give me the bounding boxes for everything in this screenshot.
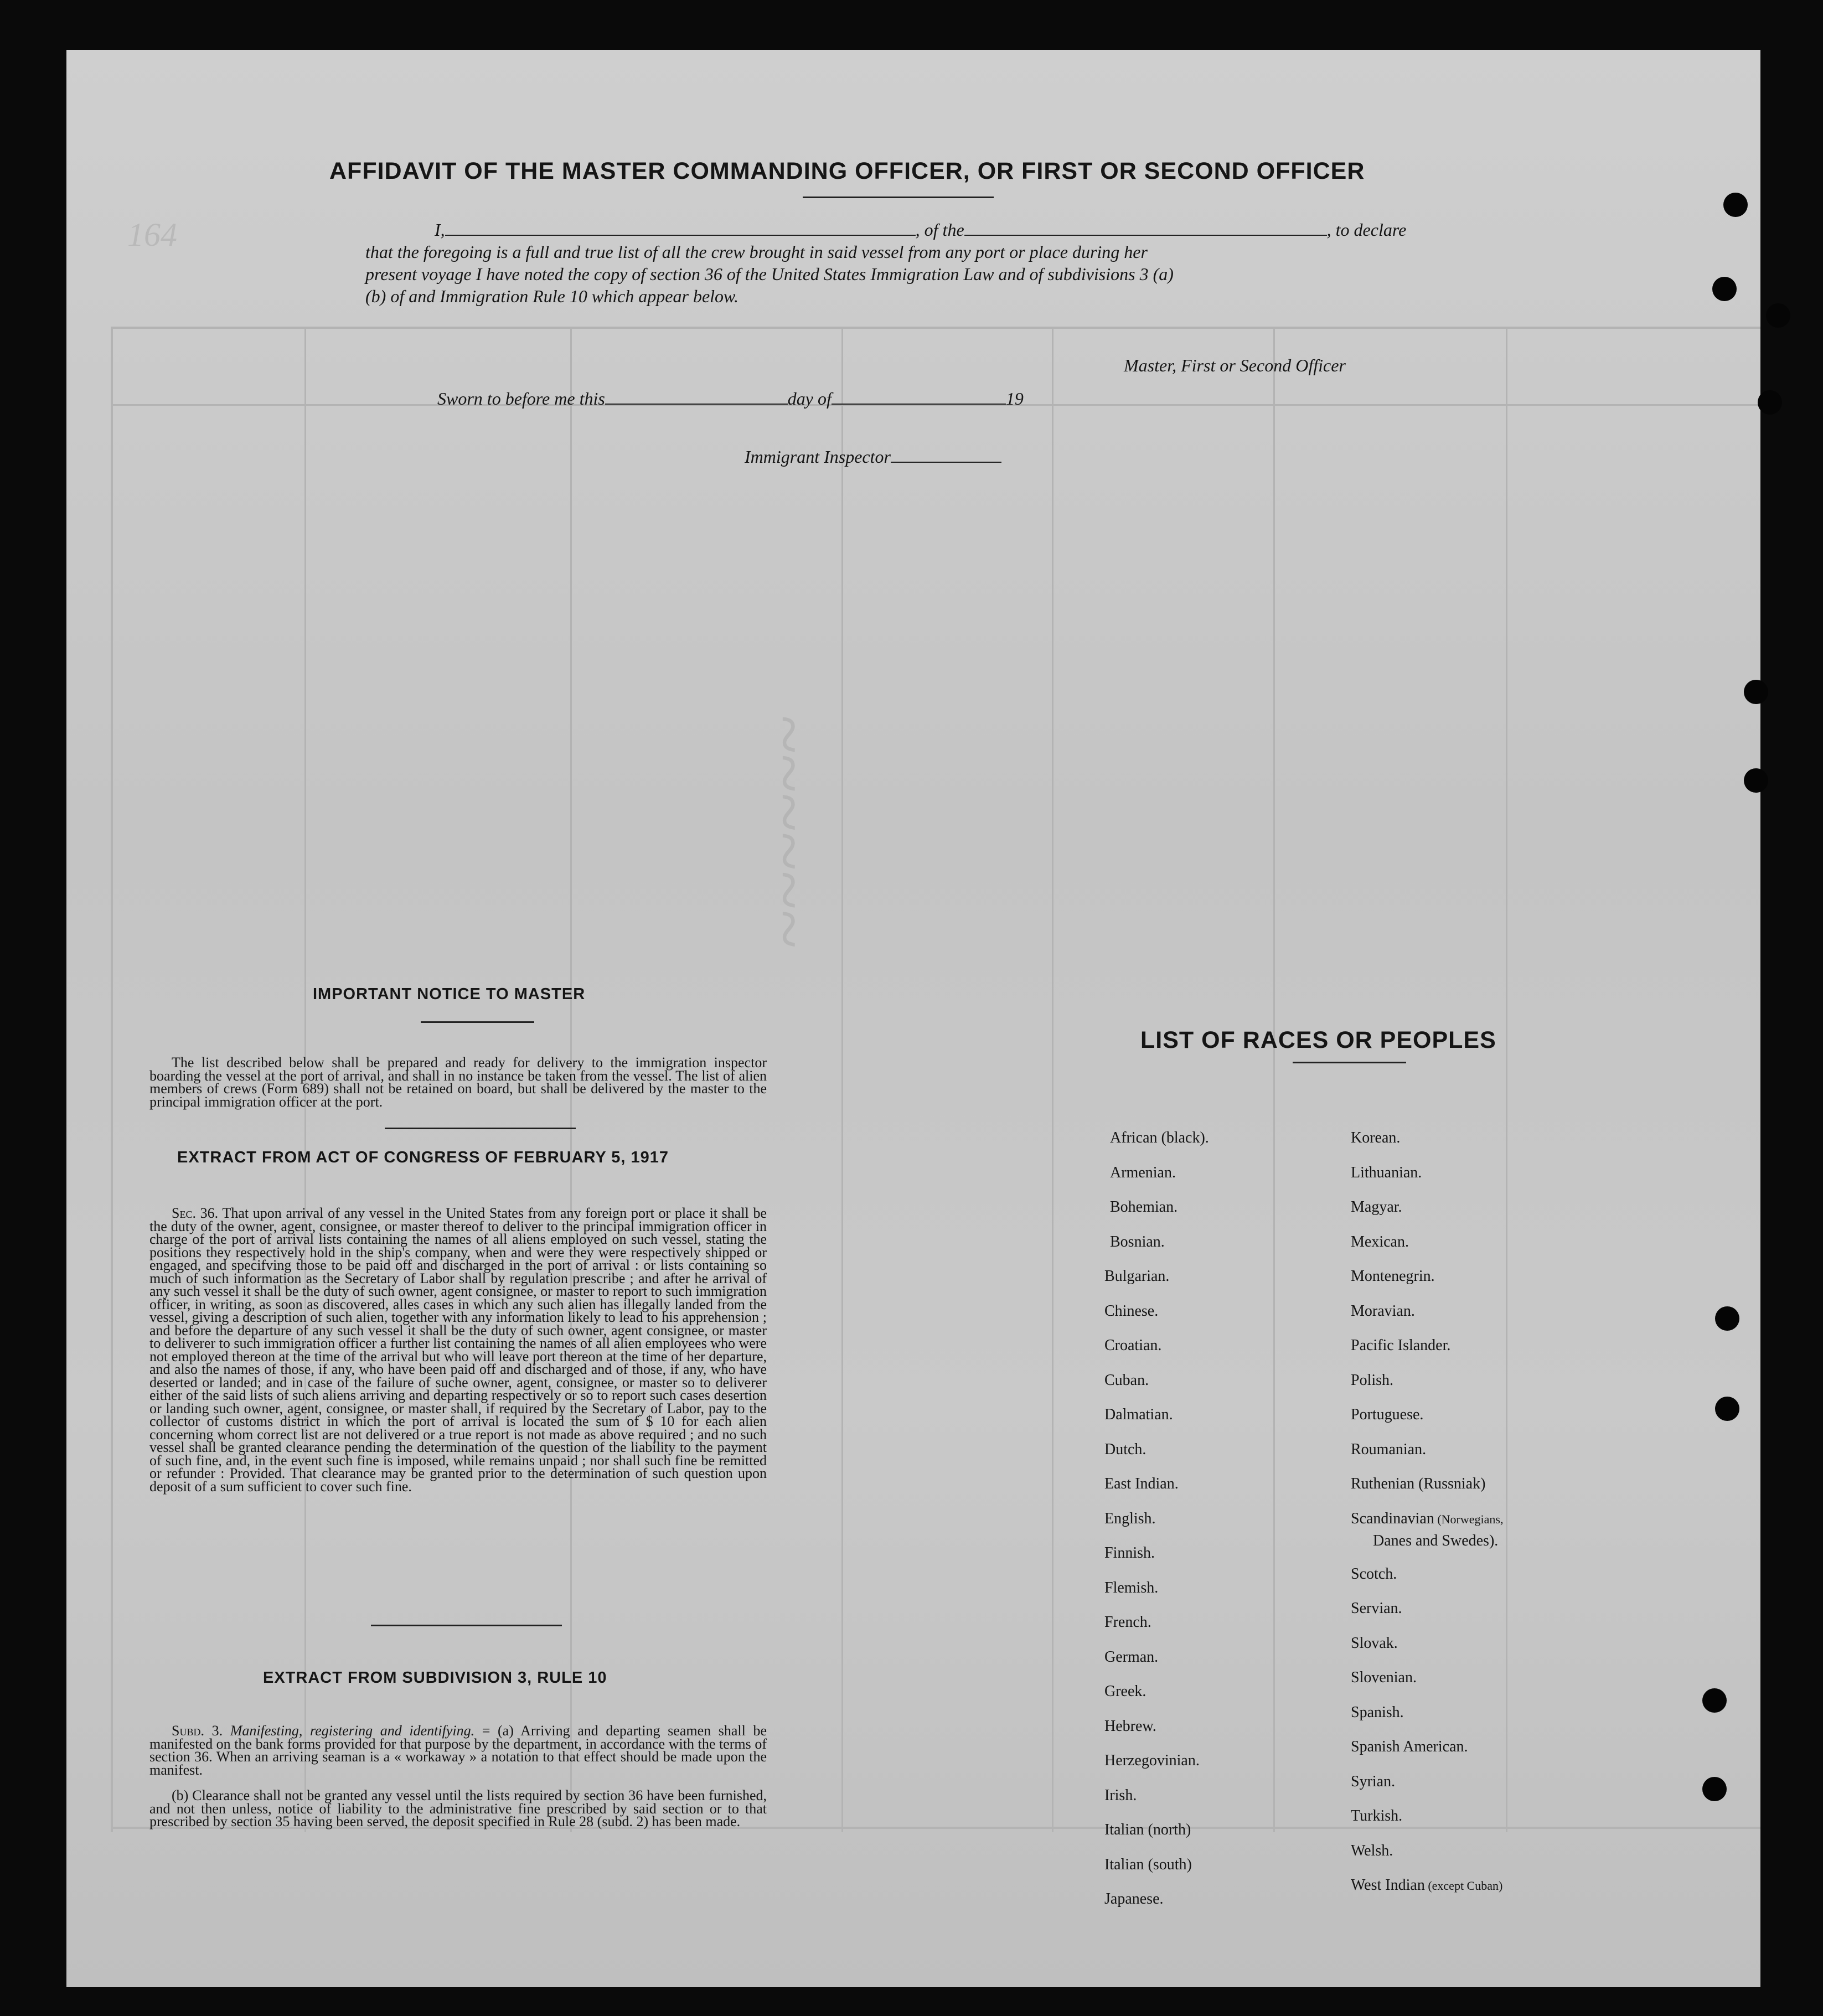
day-of-label: day of — [787, 389, 832, 409]
punch-hole — [1723, 193, 1748, 217]
race-item: Italian (north) — [1104, 1821, 1191, 1838]
race-item: Mexican. — [1351, 1233, 1409, 1250]
race-item: Armenian. — [1110, 1164, 1176, 1181]
document-page — [66, 50, 1760, 1987]
race-item: Spanish. — [1351, 1703, 1404, 1721]
race-item: Moravian. — [1351, 1302, 1415, 1320]
race-item: French. — [1104, 1614, 1151, 1631]
punch-hole — [1702, 1777, 1727, 1801]
race-item: Cuban. — [1104, 1371, 1149, 1389]
race-item: Magyar. — [1351, 1198, 1402, 1216]
race-item: Bohemian. — [1110, 1198, 1178, 1216]
punch-hole — [1715, 1306, 1739, 1331]
race-item: Welsh. — [1351, 1842, 1393, 1859]
inspector-blank[interactable] — [891, 446, 1001, 463]
races-title: LIST OF RACES OR PEOPLES — [1140, 1027, 1496, 1053]
race-item: Japanese. — [1104, 1890, 1164, 1908]
punch-hole — [1702, 1688, 1727, 1713]
bleed-through-handwriting: ~~~~~~ — [749, 714, 829, 948]
race-item: Hebrew. — [1104, 1717, 1156, 1735]
inspector-label: Immigrant Inspector — [745, 447, 891, 467]
sworn-label: Sworn to before me this — [437, 389, 605, 409]
sworn-day-blank[interactable] — [605, 388, 788, 405]
affidavit-line-1 — [435, 219, 1406, 241]
race-item: Spanish American. — [1351, 1738, 1468, 1755]
race-item: Bulgarian. — [1104, 1268, 1170, 1285]
act-extract-title: EXTRACT FROM ACT OF CONGRESS OF FEBRUARY 5, 1917 — [177, 1149, 669, 1166]
subd-label: Subd. 3. — [172, 1723, 223, 1739]
race-item: Slovak. — [1351, 1634, 1398, 1652]
notice-title: IMPORTANT NOTICE TO MASTER — [313, 985, 586, 1003]
name-blank[interactable] — [445, 219, 916, 236]
race-note: (Norwegians, — [1434, 1512, 1504, 1526]
vessel-blank[interactable] — [964, 219, 1327, 236]
affidavit-i-label: I, — [435, 220, 445, 240]
inspector-line — [745, 446, 1001, 468]
affidavit-line-3: present voyage I have noted the copy of section 36 of the United States Immigration Law and of subdivisions 3 (a) — [365, 264, 1174, 284]
race-item: Lithuanian. — [1351, 1164, 1422, 1181]
rule-part-b: (b) Clearance shall not be granted any vessel until the lists required by section 36 have been furnished, and not then unless, notice of liability to the administrative fine prescribed by said section or to that prescribed by section 35 having been served, the deposit specified in Rule 28 (subd. 2) has been made. — [149, 1787, 767, 1829]
affidavit-line-2: that the foregoing is a full and true list of all the crew brought in said vessel from any port or place during her — [365, 242, 1148, 262]
section-label: Sec. 36. — [172, 1205, 219, 1221]
punch-hole — [1758, 390, 1782, 415]
punch-hole — [1712, 277, 1737, 301]
rule-extract-title: EXTRACT FROM SUBDIVISION 3, RULE 10 — [263, 1669, 607, 1687]
race-item: Herzegovinian. — [1104, 1752, 1200, 1769]
race-item: Irish. — [1104, 1786, 1137, 1804]
divider — [385, 1128, 576, 1129]
month-blank[interactable] — [832, 388, 1006, 405]
year-prefix: 19 — [1005, 389, 1024, 409]
punch-hole — [1744, 680, 1768, 704]
race-item: Roumanian. — [1351, 1440, 1427, 1458]
affidavit-line-4: (b) of and Immigration Rule 10 which appear below. — [365, 286, 739, 306]
race-item: Croatian. — [1104, 1337, 1162, 1354]
race-item: Turkish. — [1351, 1807, 1403, 1824]
divider — [421, 1021, 534, 1023]
of-the-label: , of the — [915, 220, 964, 240]
race-item: Dutch. — [1104, 1440, 1147, 1458]
race-note: Danes and Swedes). — [1373, 1532, 1499, 1549]
punch-hole — [1766, 303, 1790, 328]
subd-heading: Manifesting, registering and identifying. — [230, 1723, 475, 1739]
affidavit-title: AFFIDAVIT OF THE MASTER COMMANDING OFFICER, OR FIRST OR SECOND OFFICER — [329, 158, 1365, 184]
race-note: (except Cuban) — [1424, 1879, 1503, 1893]
race-item: Dalmatian. — [1104, 1406, 1173, 1423]
punch-hole — [1744, 768, 1768, 793]
race-item: Chinese. — [1104, 1302, 1159, 1320]
stamp-number: 164 — [127, 216, 177, 253]
sworn-line — [437, 387, 1024, 410]
act-extract-text — [149, 1207, 767, 1493]
to-declare-label: , to declare — [1326, 220, 1407, 240]
race-item: Bosnian. — [1110, 1233, 1165, 1250]
section-36-text: That upon arrival of any vessel in the United States from any foreign port or place it shall be the duty of the owner, agent, consignee, or master thereof to deliver to the principal immigration officer in charge of the port of arrival lists containing the names of all aliens employed on such vessel, stating the positions they respectively hold in the ship's company, when and were they were respectively shipped or engaged, and specifving those to be paid off and discharged in the port of arrival : or lists containing so much of such information as the Secretary of Labor shall by regulation prescribe ; and after he arrival of any such vessel it shall be the duty of such owner, agent consignee, or master to report to such immigration officer, in writing, as soon as discovered, alles cases in which any such alien has illegally landed from the vessel, giving a description of such alien, together with any information likely to lead to his apprehension ; and before the departure of any such vessel it shall be the duty of such owner, agent consignee, or master to deliverer to such immigration officer a further list containing the names of all alien employees who were not employed thereon at the time of the arrival but who will leave port thereon at the time of her departure, and also the names of those, if any, who have been paid off and discharged and of those, if any, who have deserted or landed; and in case of the failure of suche owner, agent, consignee, or master so to deliverer either of the said lists of such aliens arriving and departing respectively or so to report such cases desertion or landing such owner, agent, consignee, or master shall, if required by the Secretary of Labor, pay to the collector of customs district in which the port of arrival is located the sum of $ 10 for each alien concerning whom correct list are not delivered or a true report is not made as above required ; and no such vessel shall be granted clearance pending the determination of the question of the liability to the payment of such fine, and, in the event such fine is imposed, while remains unpaid ; nor shall such fine be remitted or refunder : Provided. That clearance may be granted prior to the determination of such question upon deposit of a sum sufficient to cover such fine. — [149, 1205, 767, 1495]
race-item: Flemish. — [1104, 1579, 1159, 1596]
race-item: Montenegrin. — [1351, 1268, 1435, 1285]
race-item: Korean. — [1351, 1129, 1401, 1146]
race-item: Slovenian. — [1351, 1669, 1417, 1686]
race-item: Servian. — [1351, 1600, 1402, 1617]
race-item: Scandinavian (Norwegians, — [1351, 1510, 1504, 1527]
race-item: German. — [1104, 1648, 1159, 1666]
race-item: Ruthenian (Russniak) — [1351, 1475, 1486, 1492]
race-item: Finnish. — [1104, 1544, 1155, 1562]
race-item: African (black). — [1110, 1129, 1209, 1146]
signer-label: Master, First or Second Officer — [1124, 355, 1346, 375]
punch-hole — [1715, 1397, 1739, 1421]
divider — [803, 197, 994, 198]
race-item: English. — [1104, 1510, 1156, 1527]
notice-text: The list described below shall be prepared and ready for delivery to the immigration inspector boarding the vessel at the port of arrival, and shall in no instance be taken from the vessel. The list of alien members of crews (Form 689) shall not be retained on board, but shall be delivered by the master to the principal immigration officer at the port. — [149, 1054, 767, 1110]
divider — [371, 1625, 562, 1626]
race-item: Syrian. — [1351, 1772, 1396, 1790]
race-item: Scotch. — [1351, 1565, 1397, 1583]
race-item: Italian (south) — [1104, 1855, 1192, 1873]
race-item: Greek. — [1104, 1683, 1147, 1700]
part-a-text: = (a) Arriving and departing seamen shall be manifested on the bank forms provided for that purpose by the department, in accordance with the terms of section 36. When an arriving seaman is a « workaway » a notation to that effect should be made upon the manifest. — [149, 1723, 767, 1778]
race-item: Polish. — [1351, 1371, 1394, 1389]
race-item: East Indian. — [1104, 1475, 1179, 1492]
race-item: Portuguese. — [1351, 1406, 1424, 1423]
race-item: Pacific Islander. — [1351, 1337, 1451, 1354]
rule-part-a — [149, 1724, 767, 1776]
race-item: West Indian (except Cuban) — [1351, 1877, 1503, 1894]
divider — [1293, 1062, 1406, 1063]
